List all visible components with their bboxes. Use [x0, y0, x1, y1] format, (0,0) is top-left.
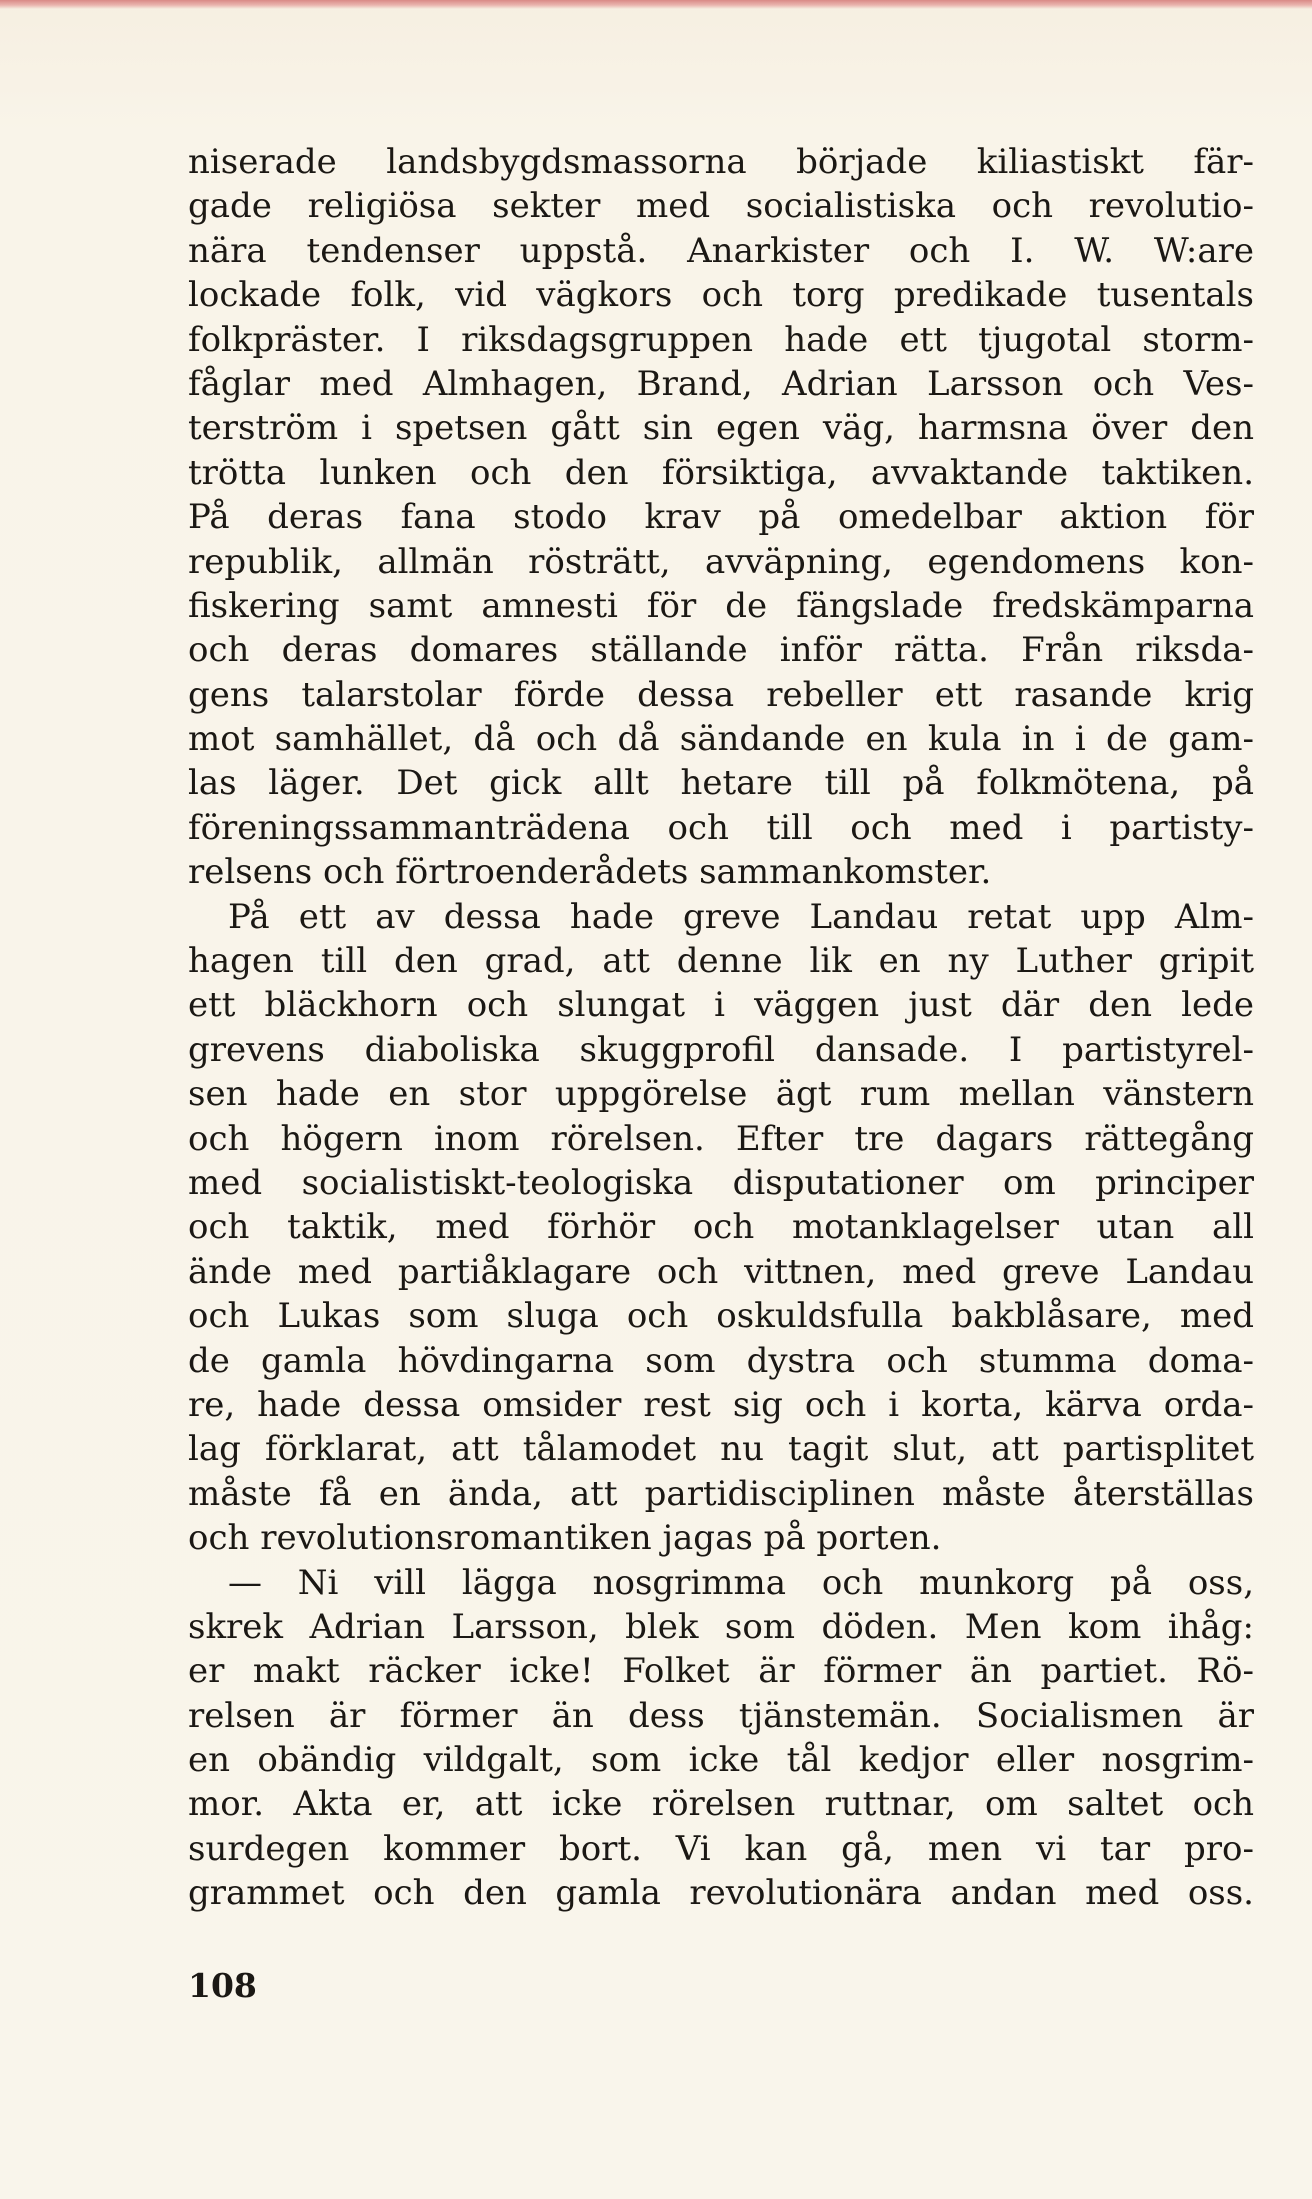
text-line: och taktik, med förhör och motanklagelser utan all	[188, 1207, 1254, 1248]
text-line: terström i spetsen gått sin egen väg, harmsna över den	[188, 408, 1254, 449]
text-line: folkpräster. I riksdagsgruppen hade ett tjugotal storm-	[188, 319, 1254, 360]
text-line: relsens och förtroenderådets sammankomster.	[188, 852, 992, 893]
text-line: niserade landsbygdsmassorna började kiliastiskt fär-	[188, 142, 1254, 182]
text-line: re, hade dessa omsider rest sig och i korta, kärva orda-	[188, 1384, 1254, 1425]
text-line: de gamla hövdingarna som dystra och stumma doma-	[188, 1340, 1254, 1381]
text-line: las läger. Det gick allt hetare till på folkmötena, på	[188, 763, 1254, 804]
text-line: surdegen kommer bort. Vi kan gå, men vi tar pro-	[188, 1828, 1254, 1869]
text-line: mor. Akta er, att icke rörelsen ruttnar, om saltet och	[188, 1784, 1254, 1825]
text-line: och Lukas som sluga och oskuldsfulla bakblåsare, med	[188, 1296, 1254, 1337]
body-text	[188, 140, 1254, 1916]
text-line: och revolutionsromantiken jagas på porten.	[188, 1518, 942, 1559]
text-line: lag förklarat, att tålamodet nu tagit slut, att partisplitet	[188, 1429, 1254, 1470]
text-line: er makt räcker icke! Folket är förmer än partiet. Rö-	[188, 1651, 1254, 1692]
text-line: föreningssammanträdena och till och med i partisty-	[188, 807, 1254, 848]
text-line: gade religiösa sekter med socialistiska och revolutio-	[188, 186, 1254, 227]
text-line: grammet och den gamla revolutionära andan med oss.	[188, 1873, 1254, 1914]
text-line: gens talarstolar förde dessa rebeller ett rasande krig	[188, 674, 1254, 715]
text-line: — Ni vill lägga nosgrimma och munkorg på oss,	[228, 1562, 1254, 1603]
text-line: lockade folk, vid vägkors och torg predikade tusentals	[188, 275, 1254, 316]
text-line: nära tendenser uppstå. Anarkister och I. W. W:are	[188, 230, 1254, 271]
text-line: skrek Adrian Larsson, blek som döden. Men kom ihåg:	[188, 1606, 1254, 1647]
text-line: en obändig vildgalt, som icke tål kedjor eller nosgrim-	[188, 1740, 1254, 1781]
text-line: grevens diaboliska skuggprofil dansade. I partistyrel-	[188, 1029, 1254, 1070]
page-number: 108	[188, 1966, 257, 2005]
text-line: trötta lunken och den försiktiga, avvaktande taktiken.	[188, 452, 1254, 493]
text-line: måste få en ända, att partidisciplinen måste återställas	[188, 1473, 1254, 1514]
text-line: relsen är förmer än dess tjänstemän. Socialismen är	[188, 1695, 1254, 1736]
text-line: sen hade en stor uppgörelse ägt rum mellan vänstern	[188, 1074, 1254, 1115]
text-line: ett bläckhorn och slungat i väggen just där den lede	[188, 985, 1254, 1026]
text-line: republik, allmän rösträtt, avväpning, egendomens kon-	[188, 541, 1254, 582]
text-line: fiskering samt amnesti för de fängslade fredskämparna	[188, 585, 1254, 626]
text-line: fåglar med Almhagen, Brand, Adrian Larsson och Ves-	[188, 363, 1254, 404]
text-line: ände med partiåklagare och vittnen, med greve Landau	[188, 1251, 1254, 1292]
text-line: På deras fana stodo krav på omedelbar aktion för	[188, 497, 1254, 538]
page-top-edge	[0, 0, 1312, 9]
text-line: och deras domares ställande inför rätta. Från riksda-	[188, 630, 1254, 671]
text-line: med socialistiskt-teologiska disputationer om principer	[188, 1162, 1254, 1203]
text-line: mot samhället, då och då sändande en kula in i de gam-	[188, 719, 1254, 760]
text-line: På ett av dessa hade greve Landau retat upp Alm-	[228, 896, 1254, 937]
text-line: hagen till den grad, att denne lik en ny Luther gripit	[188, 941, 1254, 982]
text-line: och högern inom rörelsen. Efter tre dagars rättegång	[188, 1118, 1254, 1159]
